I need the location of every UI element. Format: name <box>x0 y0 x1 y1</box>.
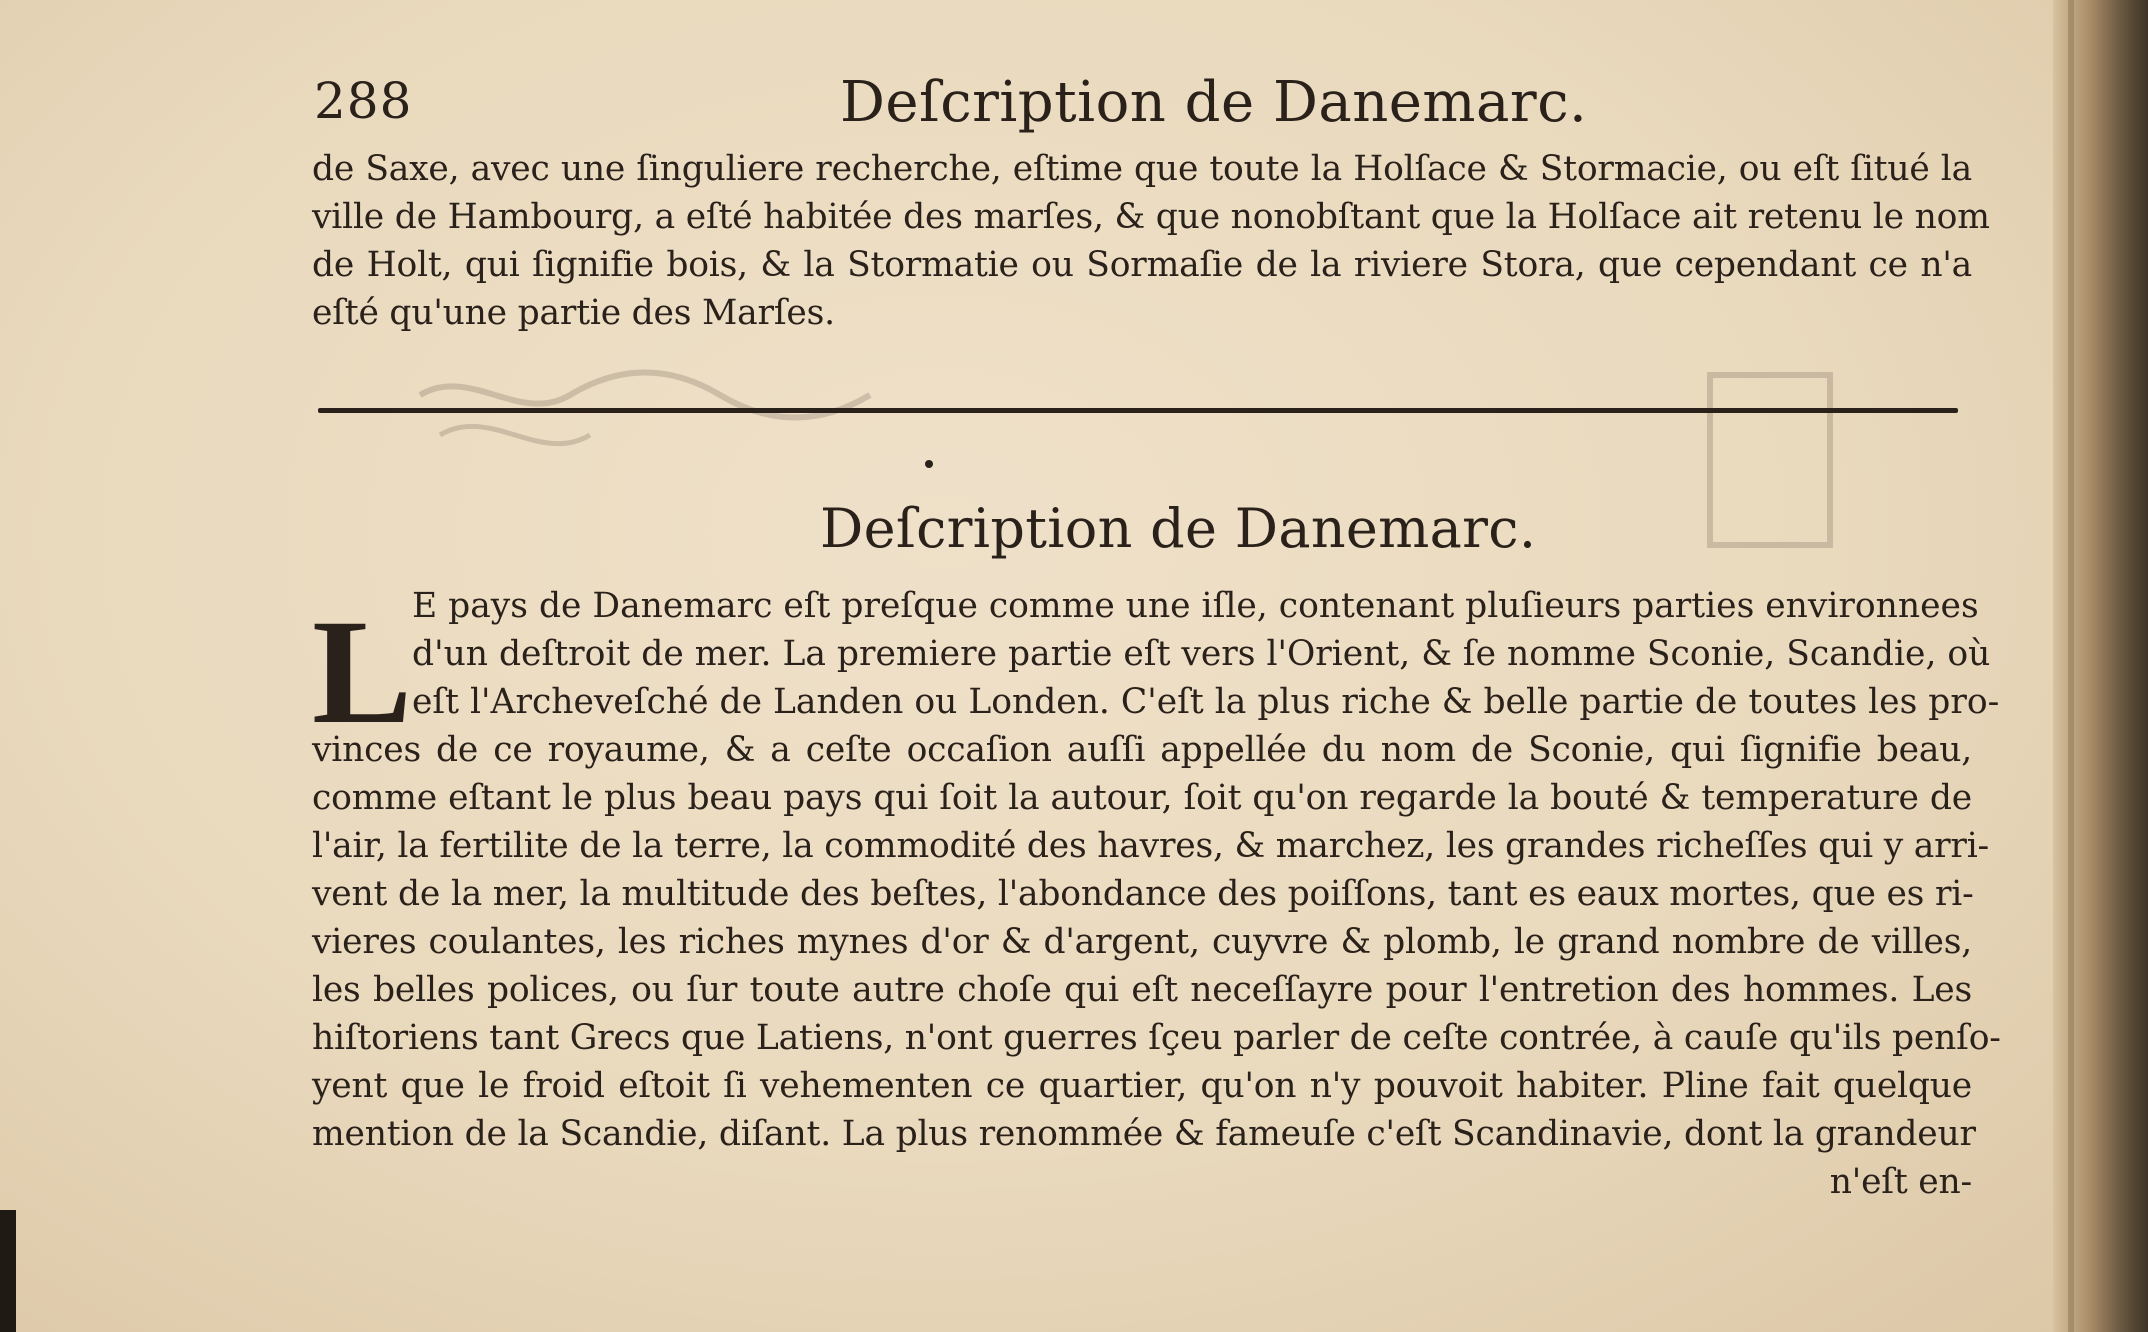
paragraph-body <box>312 726 2001 1206</box>
section-divider-rule <box>318 408 1958 413</box>
text-line: vent de la mer, la multitude des beſtes, l'abondance des poiſſons, tant es eaux mortes, que es ri- <box>312 874 1974 914</box>
text-line: hiſtoriens tant Grecs que Latiens, n'ont guerres ſçeu parler de ceſte contrée, à cauſe qu'ils penſo- <box>312 1018 2001 1058</box>
running-head <box>310 60 1970 140</box>
text-line: les belles polices, ou ſur toute autre choſe qui eſt neceſſayre pour l'entretion des hommes. Les <box>312 970 1972 1010</box>
drop-capital: L <box>312 589 413 755</box>
running-head-title: Deſcription de Danemarc. <box>840 70 1588 135</box>
text-line: vinces de ce royaume, & a ceſte occaſion auſſi appellée du nom de Sconie, qui ſignifie beau, <box>312 730 1972 770</box>
paragraph-continuation <box>312 145 1990 337</box>
text-line: vieres coulantes, les riches mynes d'or & d'argent, cuyvre & plomb, le grand nombre de villes, <box>312 922 1972 962</box>
text-line: eſté qu'une partie des Marſes. <box>312 293 835 333</box>
section-title: Deſcription de Danemarc. <box>820 497 1537 560</box>
page-number: 288 <box>314 72 413 130</box>
text-line: eſt l'Archeveſché de Landen ou Londen. C'eſt la plus riche & belle partie de toutes les pro- <box>412 682 2000 722</box>
page-edge <box>2068 0 2074 1332</box>
text-line: comme eſtant le plus beau pays qui ſoit la autour, ſoit qu'on regarde la bouté & temperature de <box>312 778 1972 818</box>
catchword: n'eſt en- <box>1829 1162 1972 1202</box>
text-line: l'air, la fertilite de la terre, la commodité des havres, & marchez, les grandes richeſſes qui y arri- <box>312 826 1989 866</box>
ink-dot <box>925 460 933 468</box>
paragraph-opening-lines <box>412 582 2000 726</box>
text-line: E pays de Danemarc eſt preſque comme une iſle, contenant pluſieurs parties environnees <box>412 586 1979 626</box>
text-line: yent que le froid eſtoit ſi vehementen ce quartier, qu'on n'y pouvoit habiter. Pline fait quelque <box>312 1066 1972 1106</box>
text-line: d'un deſtroit de mer. La premiere partie eſt vers l'Orient, & ſe nomme Sconie, Scandie, où <box>412 634 1991 674</box>
text-line: ville de Hambourg, a eſté habitée des marſes, & que nonobſtant que la Holſace ait retenu le nom <box>312 197 1990 237</box>
left-edge-mark <box>0 1210 16 1332</box>
text-line: de Holt, qui ſignifie bois, & la Stormatie ou Sormaſie de la riviere Stora, que cependant ce n'a <box>312 245 1972 285</box>
text-line: de Saxe, avec une ſinguliere recherche, eſtime que toute la Holſace & Stormacie, ou eſt ſitué la <box>312 149 1972 189</box>
text-line: mention de la Scandie, diſant. La plus renommée & fameuſe c'eſt Scandinavie, dont la grandeur <box>312 1114 1976 1154</box>
